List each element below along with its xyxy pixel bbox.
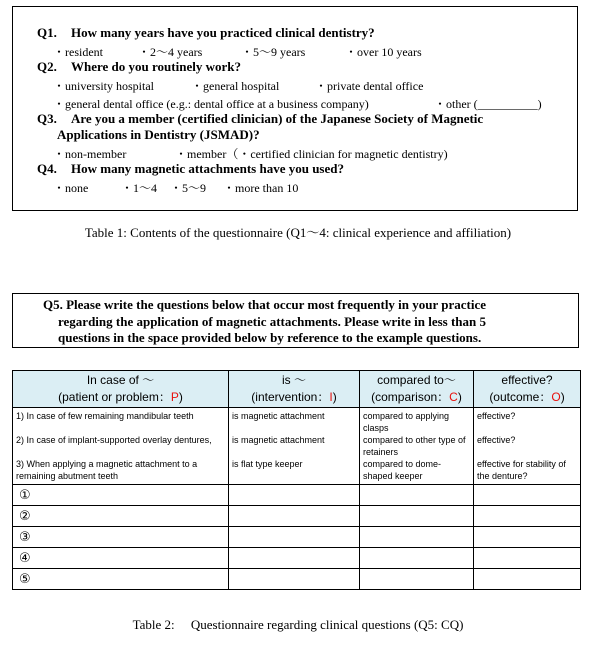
answer-cell[interactable] [229, 506, 360, 527]
answer-row-number: ② [13, 506, 229, 527]
answer-row-number: ① [13, 485, 229, 506]
example-text: is magnetic attachment [232, 411, 325, 421]
q2-option: ・general dental office (e.g.: dental office at a business company) [53, 97, 369, 111]
answer-row-number: ③ [13, 527, 229, 548]
examples-row [13, 408, 581, 485]
header-sublabel: (outcome：O) [489, 390, 565, 404]
header-label: effective? [501, 373, 553, 387]
example-text: effective for stability of the denture? [477, 459, 566, 481]
header-intervention [229, 371, 360, 408]
example-text: compared to applying clasps [363, 411, 450, 433]
example-text: is flat type keeper [232, 459, 303, 469]
example-intervention-cell [229, 408, 360, 485]
example-text: compared to dome-shaped keeper [363, 459, 442, 481]
table2-caption: Table 2: Questionnaire regarding clinical questions (Q5: CQ) [132, 617, 464, 632]
pico-letter: C [449, 390, 458, 404]
example-text: effective? [477, 435, 516, 445]
q2-question: Q2. Where do you routinely work? [37, 59, 241, 74]
pico-letter: O [551, 390, 561, 404]
answer-row [13, 485, 581, 506]
answer-row-number: ⑤ [13, 569, 229, 590]
q5-line: Q5. Please write the questions below that occur most frequently in your practice [43, 297, 487, 312]
q1-question: Q1. How many years have you practiced clinical dentistry? [37, 25, 375, 40]
q1-option: ・over 10 years [345, 45, 422, 59]
answer-row [13, 506, 581, 527]
answer-cell[interactable] [360, 548, 474, 569]
table-header-row [13, 371, 581, 408]
q2-option: ・other (__________) [434, 97, 542, 111]
header-sublabel: (comparison：C) [371, 390, 462, 404]
answer-cell[interactable] [360, 485, 474, 506]
header-label: is ～ [281, 373, 306, 387]
answer-row-number: ④ [13, 548, 229, 569]
answer-cell[interactable] [474, 485, 581, 506]
header-outcome [474, 371, 581, 408]
q4-option: ・5～9 [170, 181, 207, 195]
answer-row [13, 548, 581, 569]
answer-cell[interactable] [474, 548, 581, 569]
q4-option: ・more than 10 [223, 181, 299, 195]
q3-question-cont: Applications in Dentistry (JSMAD)? [57, 127, 260, 142]
header-comparison [360, 371, 474, 408]
q4-question: Q4. How many magnetic attachments have you used? [37, 161, 344, 176]
example-text: 1) In case of few remaining mandibular teeth [16, 411, 194, 421]
answer-cell[interactable] [229, 485, 360, 506]
answer-cell[interactable] [474, 569, 581, 590]
header-patient [13, 371, 229, 408]
q2-option: ・general hospital [191, 79, 280, 93]
answer-cell[interactable] [474, 527, 581, 548]
example-text: effective? [477, 411, 516, 421]
answer-cell[interactable] [360, 506, 474, 527]
answer-row [13, 527, 581, 548]
answer-cell[interactable] [229, 527, 360, 548]
q1-option: ・resident [53, 45, 103, 59]
header-sublabel: (patient or problem：P) [58, 390, 183, 404]
q2-option: ・university hospital [53, 79, 154, 93]
table1-caption: Table 1: Contents of the questionnaire (Q1～4: clinical experience and affiliation) [84, 225, 512, 240]
q4-option: ・1～4 [121, 181, 158, 195]
answer-cell[interactable] [474, 506, 581, 527]
header-sublabel: (intervention：I) [251, 390, 337, 404]
q4-option: ・none [53, 181, 89, 195]
q5-box [12, 293, 579, 348]
header-label: compared to～ [377, 373, 456, 387]
pico-table [12, 370, 581, 590]
questionnaire-box [12, 6, 578, 211]
example-text: 3) When applying a magnetic attachment to a remaining abutment teeth [16, 459, 198, 481]
example-text: 2) In case of implant-supported overlay dentures, [16, 435, 212, 445]
example-patient-cell [13, 408, 229, 485]
header-label: In case of ～ [86, 373, 155, 387]
answer-cell[interactable] [229, 569, 360, 590]
q3-option: ・member（・certified clinician for magnetic dentistry) [175, 147, 448, 161]
answer-row [13, 569, 581, 590]
q2-option: ・private dental office [315, 79, 424, 93]
q3-option: ・non-member [53, 147, 127, 161]
answer-cell[interactable] [360, 569, 474, 590]
example-outcome-cell [474, 408, 581, 485]
pico-letter: I [329, 390, 333, 404]
example-comparison-cell [360, 408, 474, 485]
q5-line: regarding the application of magnetic attachments. Please write in less than 5 [58, 314, 486, 329]
pico-letter: P [170, 390, 179, 404]
q3-question: Q3. Are you a member (certified clinician) of the Japanese Society of Magnetic [37, 111, 484, 126]
example-text: is magnetic attachment [232, 435, 325, 445]
q5-line: questions in the space provided below by reference to the example questions. [58, 330, 482, 345]
example-text: compared to other type of retainers [363, 435, 466, 457]
q1-option: ・2～4 years [138, 45, 203, 59]
answer-cell[interactable] [229, 548, 360, 569]
answer-cell[interactable] [360, 527, 474, 548]
q1-option: ・5～9 years [241, 45, 306, 59]
